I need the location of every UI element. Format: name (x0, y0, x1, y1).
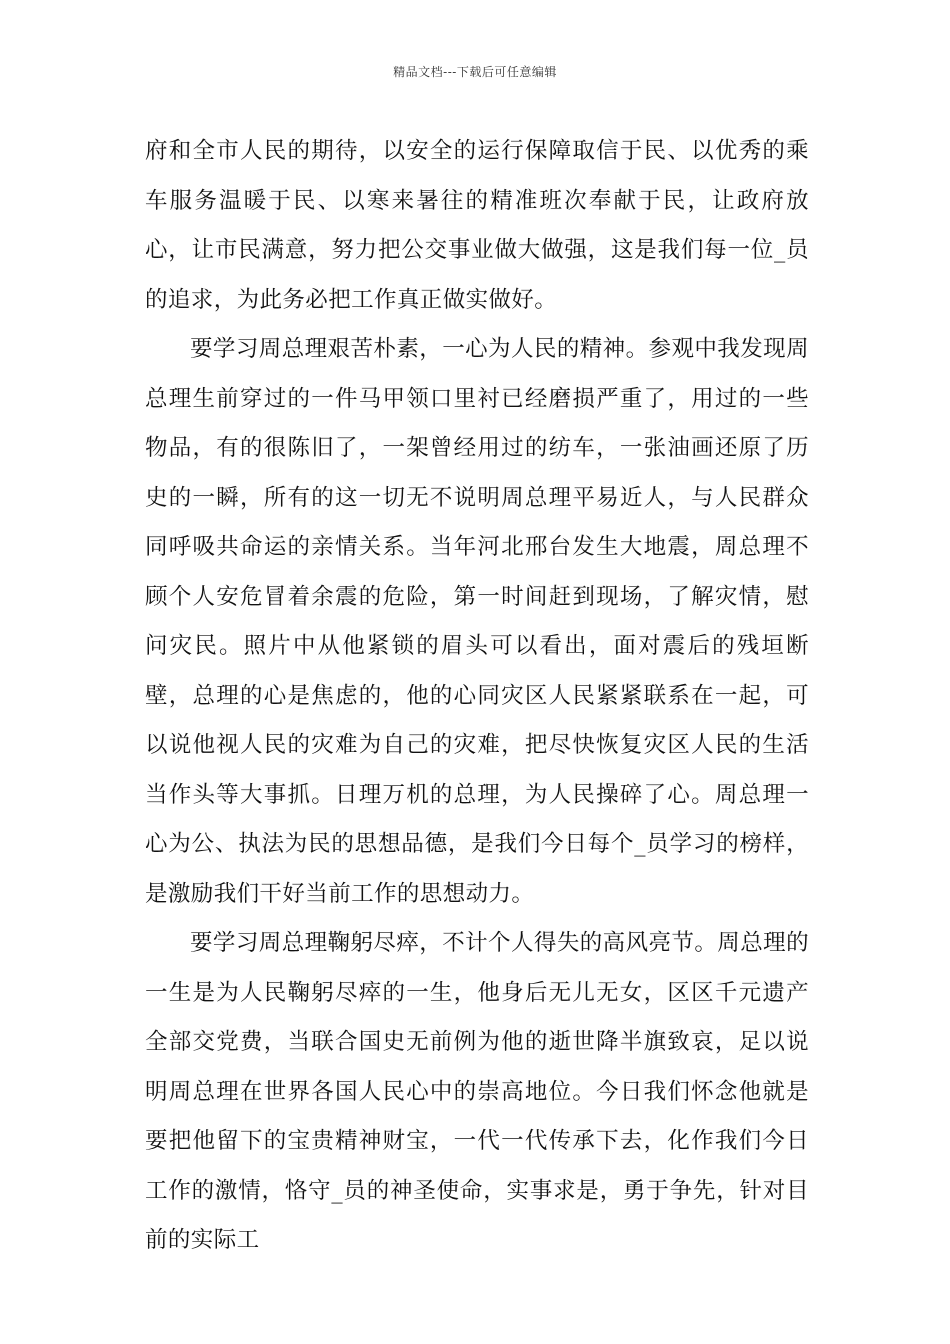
document-body (145, 127, 809, 1266)
page-header: 精品文档---下载后可任意编辑 (393, 65, 557, 79)
paragraph-study-frugality: 要学习周总理艰苦朴素，一心为人民的精神。参观中我发现周总理生前穿过的一件马甲领口里衬已经磨损严重了，用过的一些物品，有的很陈旧了，一架曾经用过的纺车，一张油画还原了历史的一瞬，所有的这一切无不说明周总理平易近人，与人民群众同呼吸共命运的亲情关系。当年河北邢台发生大地震，周总理不顾个人安危冒着余震的危险，第一时间赶到现场，了解灾情，慰问灾民。照片中从他紧锁的眉头可以看出，面对震后的残垣断壁，总理的心是焦虑的，他的心同灾区人民紧紧联系在一起，可以说他视人民的灾难为自己的灾难，把尽快恢复灾区人民的生活当作头等大事抓。日理万机的总理，为人民操碎了心。周总理一心为公、执法为民的思想品德，是我们今日每个_员学习的榜样，是激励我们干好当前工作的思想动力。 (145, 336, 809, 907)
paragraph-study-dedication: 要学习周总理鞠躬尽瘁，不计个人得失的高风亮节。周总理的一生是为人民鞠躬尽瘁的一生，他身后无儿无女，区区千元遗产全部交党费，当联合国史无前例为他的逝世降半旗致哀，足以说明周总理在世界各国人民心中的崇高地位。今日我们怀念他就是要把他留下的宝贵精神财宝，一代一代传承下去，化作我们今日工作的激情，恪守_员的神圣使命，实事求是，勇于争先，针对目前的实际工 (145, 930, 809, 1253)
paragraph-continuation: 府和全市人民的期待，以安全的运行保障取信于民、以优秀的乘车服务温暖于民、以寒来暑往的精准班次奉献于民，让政府放心，让市民满意，努力把公交事业做大做强，这是我们每一位_员的追求，为此务必把工作真正做实做好。 (145, 138, 809, 313)
